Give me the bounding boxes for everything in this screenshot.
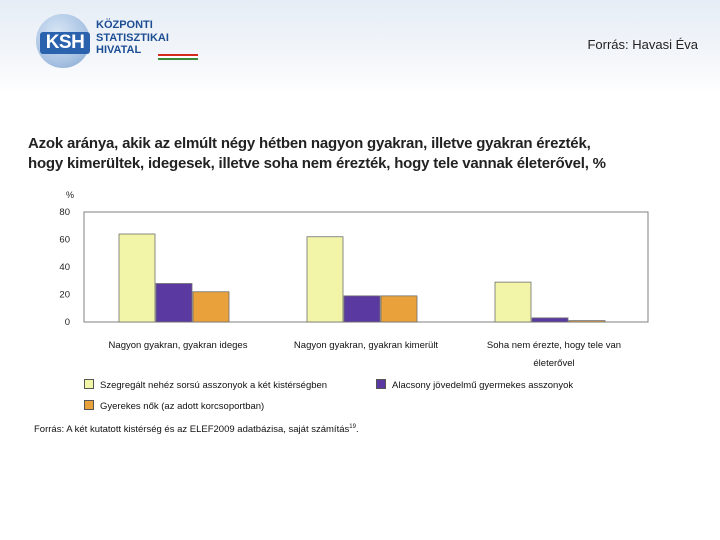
logo-line-3: HIVATAL [96, 44, 142, 56]
logo-wordmark [96, 19, 196, 57]
x-tick-label: Soha nem érezte, hogy tele van [486, 340, 622, 351]
logo-line-2: STATISZTIKAI [96, 31, 169, 44]
bar [495, 282, 531, 322]
legend-swatch-3 [84, 400, 94, 410]
bar-chart [22, 128, 682, 440]
bar [569, 321, 605, 322]
legend-swatch-2 [376, 379, 386, 389]
bar [344, 296, 380, 322]
bar [156, 284, 192, 323]
footnote-ref: 19 [349, 424, 356, 430]
chart-title-line-1: Azok aránya, akik az elmúlt négy hétben nagyon gyakran, illetve gyakran érezték, [28, 135, 591, 152]
footnote-end: . [355, 424, 359, 436]
flag-stripe-green [158, 58, 198, 60]
footnote-text: Forrás: A két kutatott kistérség és az ELEF2009 adatbázisa, saját számítás [34, 424, 350, 436]
ksh-logo [36, 14, 196, 70]
logo-abbr: KSH [40, 32, 90, 54]
x-tick-label: Nagyon gyakran, gyakran ideges [108, 340, 248, 351]
y-tick-label: 20 [59, 289, 70, 301]
chart-footnote [34, 424, 359, 435]
bar [193, 292, 229, 322]
y-tick-label: 80 [59, 207, 70, 218]
chart-figure [22, 128, 682, 440]
bar [119, 234, 155, 322]
bar [307, 237, 343, 322]
legend-label-3: Gyerekes nők (az adott korcsoportban) [100, 401, 265, 412]
y-tick-label: 60 [59, 234, 70, 246]
y-tick-label: 0 [64, 317, 70, 328]
hungarian-flag-icon [158, 54, 198, 60]
legend-label-1: Szegregált nehéz sorsú asszonyok a két kistérségben [100, 380, 328, 391]
bar [532, 318, 568, 322]
y-tick-label: 40 [59, 262, 70, 273]
legend-label-2: Alacsony jövedelmű gyermekes asszonyok [392, 380, 574, 391]
legend-item-1 [84, 379, 327, 392]
source-label: Forrás: Havasi Éva [587, 37, 698, 52]
legend-swatch-1 [84, 379, 94, 389]
logo-line-1: KÖZPONTI [96, 19, 153, 31]
x-tick-label: Nagyon gyakran, gyakran kimerült [293, 340, 439, 351]
bar [381, 296, 417, 322]
legend-item-2 [376, 379, 573, 392]
x-tick-label: életerővel [533, 358, 575, 369]
legend-item-3 [84, 400, 264, 413]
y-axis-unit: % [66, 190, 75, 200]
chart-title-line-2: hogy kimerültek, idegesek, illetve soha nem érezték, hogy tele vannak életerővel, % [28, 155, 606, 172]
